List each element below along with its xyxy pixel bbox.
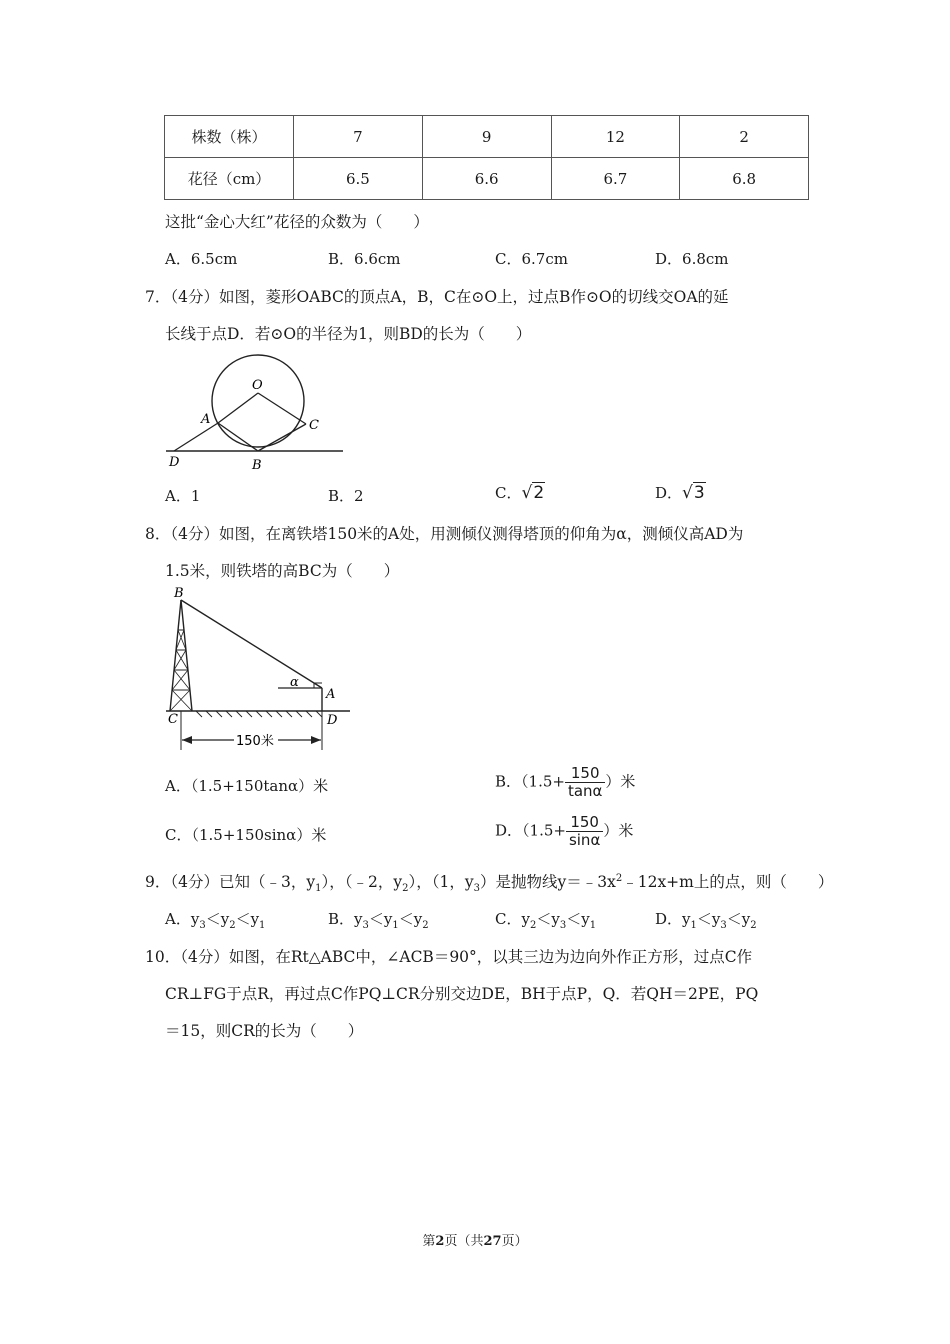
- table-cell: 6.5: [294, 158, 423, 200]
- q7-question-line2: 长线于点D．若⊙O的半径为1，则BD的长为（ ）: [165, 325, 532, 343]
- option-label: A．: [165, 910, 191, 928]
- label-c: C: [168, 712, 178, 727]
- label-distance: 150米: [236, 734, 274, 749]
- q7-option-b: B．2: [328, 487, 364, 505]
- q9-option-b: [328, 908, 429, 931]
- table-row: [165, 116, 809, 158]
- var: ＜y: [205, 910, 230, 928]
- q7-question-line1: 7．（4分）如图，菱形OABC的顶点A，B，C在⊙O上，过点B作⊙O的切线交OA的延: [145, 288, 729, 306]
- q9-option-a: [165, 908, 265, 931]
- label-d: D: [327, 713, 338, 728]
- label-o: O: [252, 378, 263, 393]
- label-b: B: [252, 458, 262, 473]
- subscript: 2: [529, 920, 537, 931]
- segment-ad: [174, 423, 218, 451]
- table-header-cell: 花径（cm）: [165, 158, 294, 200]
- option-label: D．: [655, 484, 683, 502]
- var: y: [190, 910, 200, 928]
- denominator: tanα: [567, 782, 603, 800]
- var: y: [521, 910, 530, 928]
- q9-text: 9．（4分）已知（﹣3，y: [145, 873, 316, 891]
- q8-option-d: [495, 814, 633, 849]
- option-label: C．: [495, 484, 522, 502]
- q6-option-c: C．6.7cm: [495, 250, 568, 268]
- sight-line: [181, 600, 322, 688]
- fraction: [565, 765, 605, 800]
- denominator: sinα: [568, 831, 601, 849]
- table-header-cell: 株数（株）: [165, 116, 294, 158]
- page-footer: [0, 1230, 950, 1249]
- q6-question: 这批“金心大红”花径的众数为（ ）: [165, 213, 429, 231]
- q9-question: [145, 870, 833, 894]
- table-row: [165, 158, 809, 200]
- q9-text: ）是抛物线y＝﹣3x: [479, 873, 616, 891]
- q7-option-d: [655, 482, 706, 503]
- numerator: 150: [566, 814, 603, 832]
- q9-option-c: [495, 908, 596, 931]
- radicand: 2: [533, 483, 545, 503]
- q7-option-a: A．1: [165, 487, 201, 505]
- q9-text: ），（1，y: [408, 873, 474, 891]
- fraction: [566, 814, 603, 849]
- table-cell: 12: [551, 116, 680, 158]
- var: ＜y: [696, 910, 721, 928]
- subscript: 2: [402, 883, 409, 895]
- footer-text: 页）: [501, 1234, 528, 1249]
- var: ＜y: [398, 910, 423, 928]
- q8-question-line1: 8．（4分）如图，在离铁塔150米的A处，用测倾仪测得塔顶的仰角为α，测倾仪高AD为: [145, 525, 744, 543]
- subscript: 3: [720, 920, 727, 931]
- option-label: D．（1.5+: [495, 821, 566, 840]
- label-a: A: [201, 412, 211, 427]
- subscript: 2: [422, 920, 429, 931]
- q7-option-c: [495, 482, 545, 503]
- q10-question-line2: CR⊥FG于点R，再过点C作PQ⊥CR分别交边DE，BH于点P，Q．若QH＝2PE，PQ: [165, 985, 759, 1003]
- subscript: 2: [229, 920, 236, 931]
- q7-circle-figure: [160, 345, 355, 475]
- label-c: C: [309, 418, 319, 433]
- table-cell: 6.8: [680, 158, 809, 200]
- q8-tower-figure: [160, 580, 360, 760]
- q9-text: ﹣12x+m上的点，则（ ）: [622, 873, 834, 891]
- q6-option-d: D．6.8cm: [655, 250, 729, 268]
- label-b: B: [174, 586, 184, 601]
- table-cell: 7: [294, 116, 423, 158]
- q8-option-a: A．（1.5+150tanα）米: [165, 777, 329, 795]
- var: ＜y: [566, 910, 590, 928]
- var: ＜y: [726, 910, 751, 928]
- superscript: 2: [615, 872, 623, 884]
- q10-question-line1: 10．（4分）如图，在Rt△ABC中，∠ACB＝90°，以其三边为边向外作正方形，过点C作: [145, 948, 753, 966]
- table-cell: 6.7: [551, 158, 680, 200]
- option-label: B．（1.5+: [495, 772, 565, 791]
- option-label: C．: [495, 910, 522, 928]
- option-suffix: ）米: [603, 821, 634, 840]
- subscript: 3: [362, 920, 369, 931]
- sqrt-expression: √3: [682, 483, 705, 503]
- subscript: 3: [199, 920, 206, 931]
- footer-text: 页（共: [444, 1234, 484, 1249]
- flower-data-table: [164, 115, 809, 200]
- q9-option-d: [655, 908, 757, 931]
- option-suffix: ）米: [605, 772, 636, 791]
- q8-option-c: C．（1.5+150sinα）米: [165, 826, 327, 844]
- q10-question-line3: ＝15，则CR的长为（ ）: [165, 1022, 364, 1040]
- radicand: 3: [693, 483, 705, 503]
- q9-text: ），（﹣2，y: [321, 873, 403, 891]
- var: y: [354, 910, 363, 928]
- var: ＜y: [368, 910, 393, 928]
- var: y: [682, 910, 691, 928]
- var: ＜y: [536, 910, 560, 928]
- label-d: D: [169, 455, 180, 470]
- table-cell: 9: [422, 116, 551, 158]
- segment-oc: [258, 393, 306, 424]
- subscript: 1: [690, 920, 697, 931]
- subscript: 2: [750, 920, 757, 931]
- segment-oa: [218, 393, 258, 423]
- table-cell: 2: [680, 116, 809, 158]
- page-number: 2: [435, 1234, 445, 1249]
- footer-text: 第: [422, 1234, 436, 1249]
- subscript: 1: [315, 883, 322, 895]
- option-label: D．: [655, 910, 683, 928]
- q8-option-b: [495, 765, 635, 800]
- option-label: B．: [328, 910, 355, 928]
- sqrt-expression: √2: [521, 483, 545, 503]
- subscript: 3: [473, 883, 480, 895]
- subscript: 3: [559, 920, 567, 931]
- segment-cb: [258, 424, 306, 451]
- q8-question-line2: 1.5米，则铁塔的高BC为（ ）: [165, 562, 400, 580]
- q6-option-a: A．6.5cm: [165, 250, 238, 268]
- segment-ab: [218, 423, 258, 451]
- subscript: 1: [589, 920, 597, 931]
- q6-option-b: B．6.6cm: [328, 250, 401, 268]
- subscript: 1: [259, 920, 266, 931]
- label-a: A: [326, 687, 336, 702]
- subscript: 1: [392, 920, 399, 931]
- table-cell: 6.6: [422, 158, 551, 200]
- label-alpha: α: [290, 675, 299, 690]
- numerator: 150: [565, 765, 605, 783]
- var: ＜y: [235, 910, 260, 928]
- total-pages: 27: [483, 1234, 502, 1249]
